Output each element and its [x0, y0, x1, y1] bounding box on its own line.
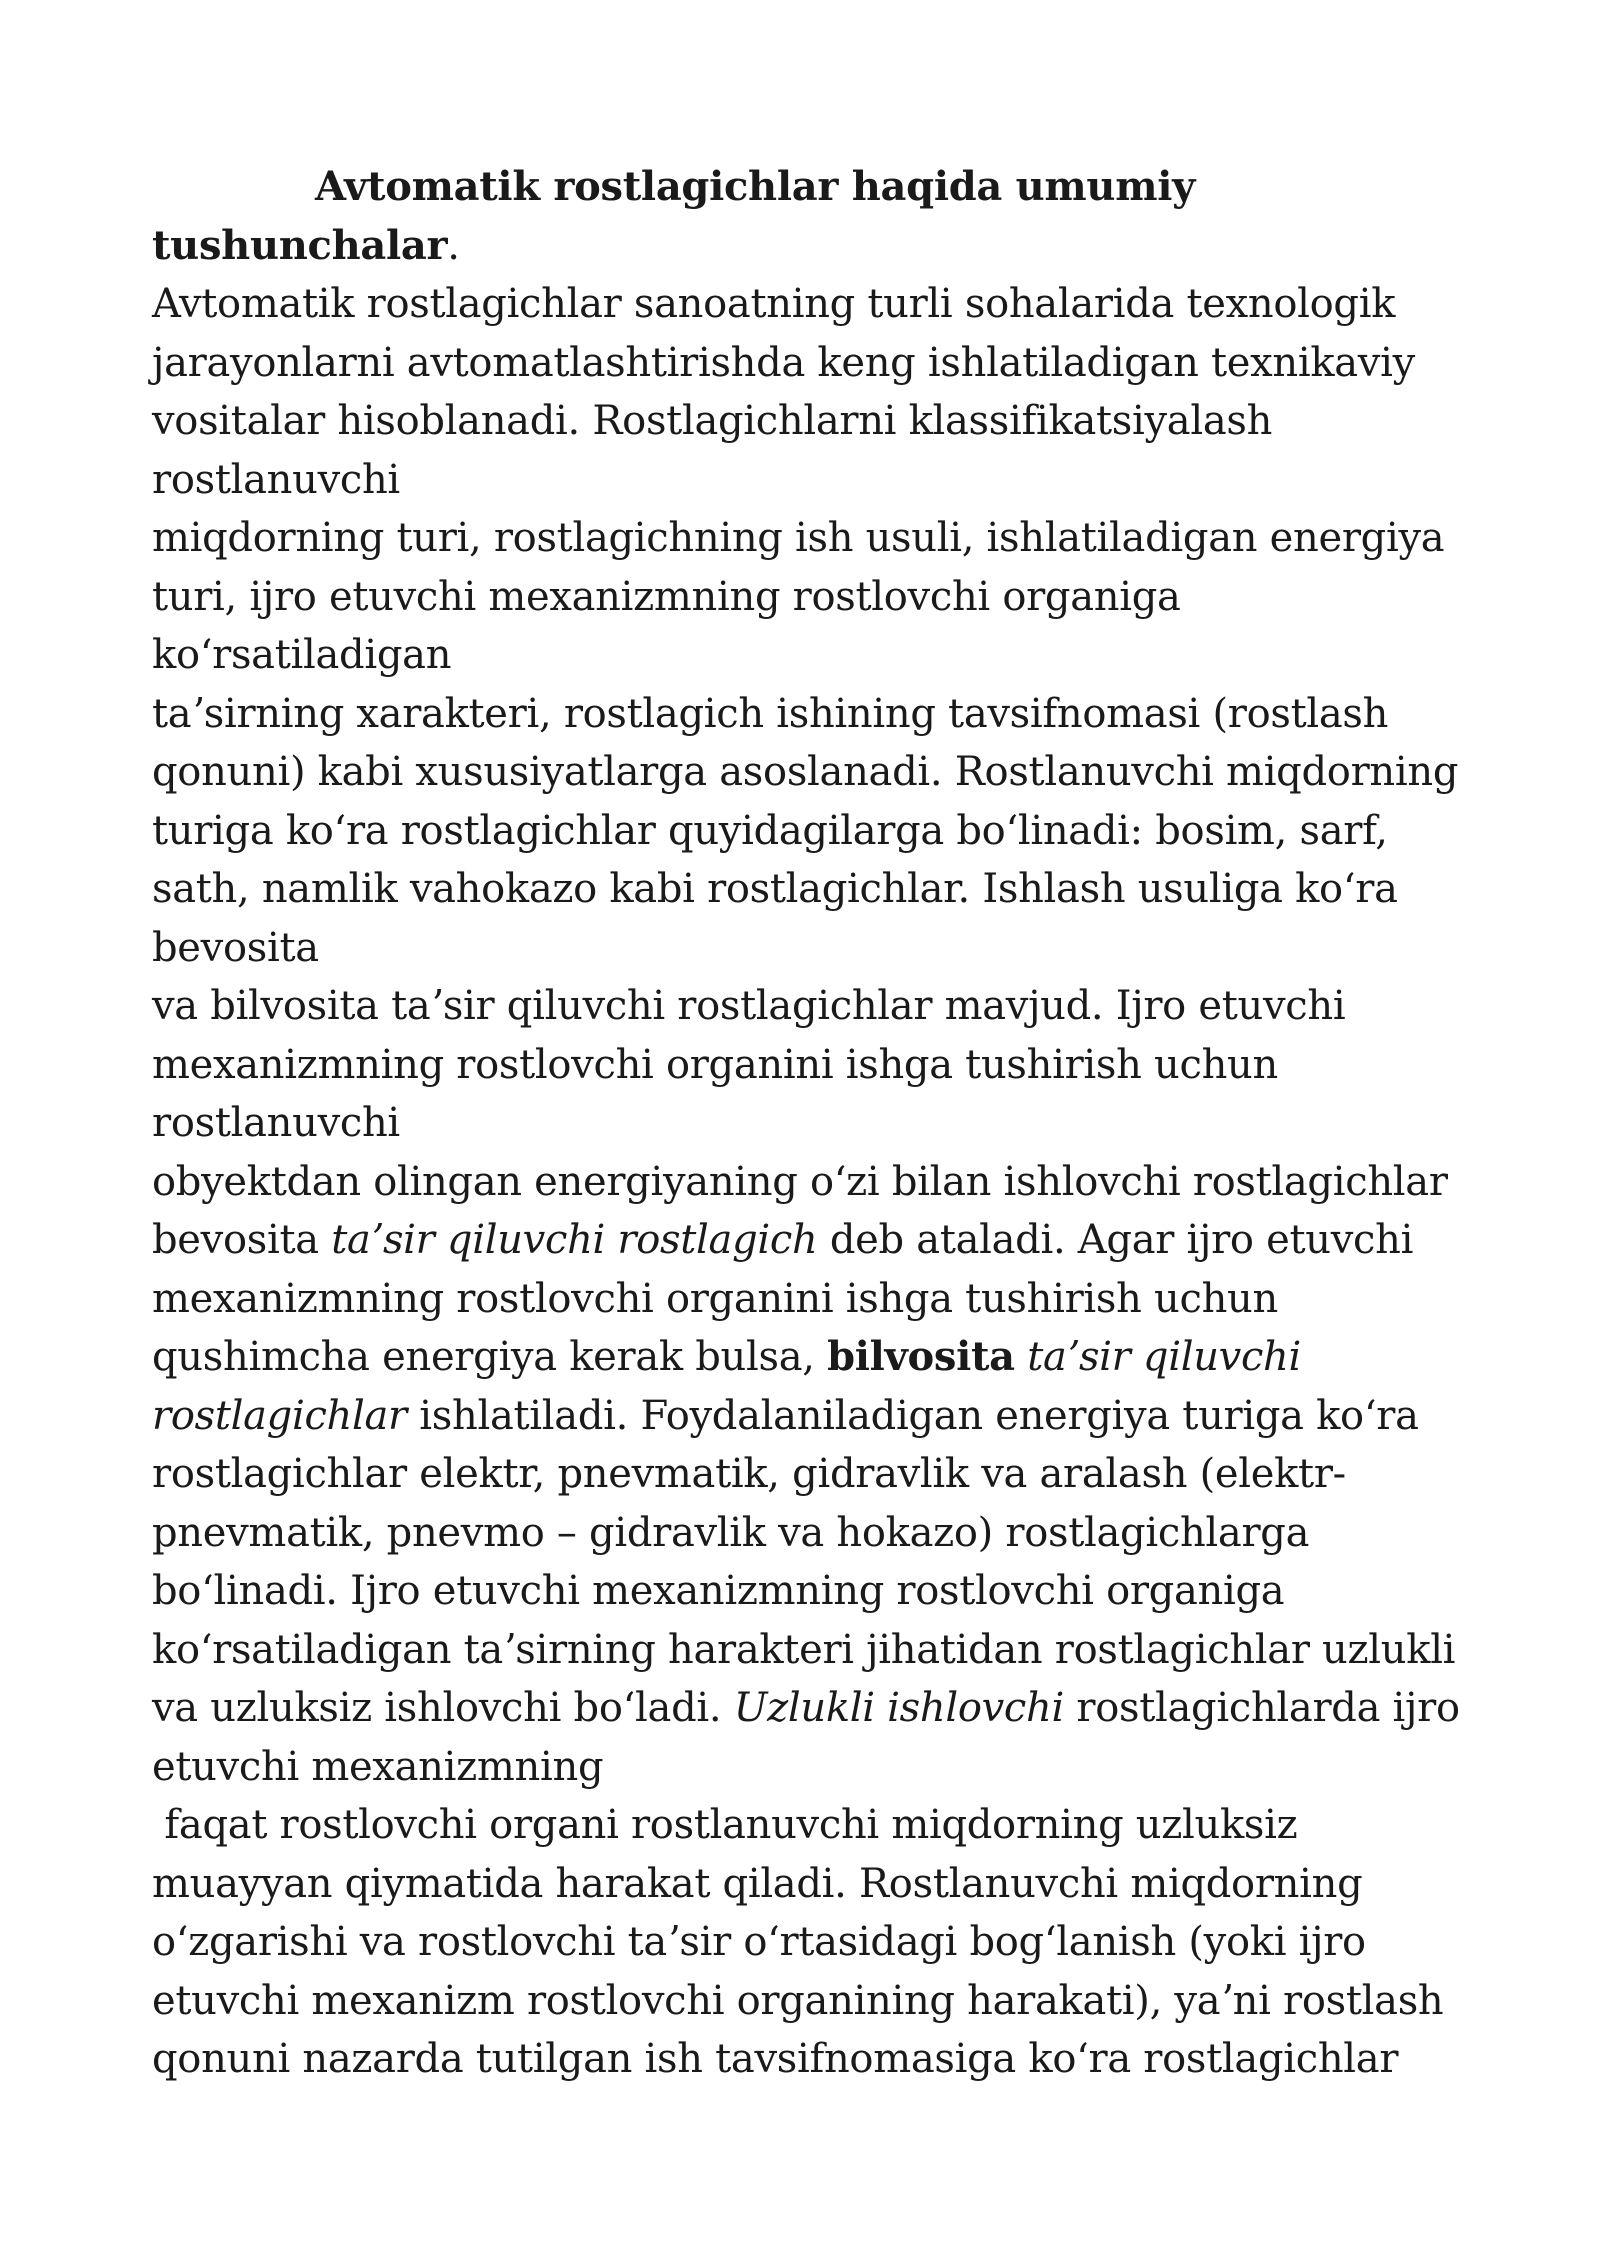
text-segment: koʻrsatiladigan taʼsirning harakteri jihatidan rostlagichlar uzlukli — [152, 1626, 1456, 1673]
body-text-line — [152, 802, 1512, 861]
text-segment: qushimcha energiya kerak bulsa, — [152, 1334, 828, 1380]
body-text-line — [152, 1796, 1512, 1855]
body-text-line — [152, 568, 1512, 627]
text-segment: jarayonlarni avtomatlashtirishda keng ishlatiladigan texnikaviy — [152, 339, 1415, 386]
body-text-line — [152, 685, 1512, 744]
text-segment: va bilvosita taʼsir qiluvchi rostlagichlar mavjud. Ijro etuvchi — [152, 983, 1346, 1029]
text-segment: rostlagichlarda ijro — [1064, 1685, 1460, 1731]
text-segment: ishlatiladi. Foydalaniladigan energiya turiga koʻra — [406, 1392, 1419, 1439]
body-text-line — [152, 275, 1512, 334]
text-segment: mexanizmning rostlovchi organini ishga tushirish uchun — [152, 1041, 1278, 1088]
body-text-line — [152, 1504, 1512, 1563]
text-segment: rostlanuvchi — [152, 1100, 400, 1146]
text-segment: muayyan qiymatida harakat qiladi. Rostlanuvchi miqdorning — [152, 1860, 1363, 1907]
document-title-period: . — [447, 222, 460, 269]
text-segment: pnevmatik, pnevmo – gidravlik va hokazo) rostlagichlarga — [152, 1509, 1310, 1556]
italic-text-segment: taʼsir qiluvchi — [1014, 1334, 1302, 1380]
body-text-line — [152, 1153, 1512, 1212]
text-segment: va uzluksiz ishlovchi boʻladi. — [152, 1685, 734, 1731]
document-body — [152, 158, 1512, 2089]
body-text-line — [152, 1913, 1512, 1972]
body-text-line — [152, 1270, 1512, 1329]
body-lines — [152, 275, 1512, 2089]
body-text-line — [152, 1562, 1512, 1621]
text-segment: sath, namlik vahokazo kabi rostlagichlar. Ishlash usuliga koʻra — [152, 866, 1398, 912]
text-segment: etuvchi mexanizm rostlovchi organining harakati), yaʼni rostlash — [152, 1977, 1444, 2024]
document-title-bold: tushunchalar — [152, 221, 448, 269]
text-segment: obyektdan olingan energiyaning oʻzi bilan ishlovchi rostlagichlar — [152, 1158, 1448, 1205]
text-segment: oʻzgarishi va rostlovchi taʼsir oʻrtasidagi bogʻlanish (yoki ijro — [152, 1919, 1366, 1965]
text-segment: mexanizmning rostlovchi organini ishga tushirish uchun — [152, 1275, 1278, 1322]
body-text-line — [152, 1094, 1512, 1153]
text-segment: bevosita — [152, 1217, 332, 1263]
text-segment: taʼsirning xarakteri, rostlagich ishining tavsifnomasi (rostlash — [152, 690, 1389, 737]
body-text-line — [152, 334, 1512, 393]
italic-text-segment: taʼsir qiluvchi rostlagich — [331, 1217, 818, 1263]
text-segment: miqdorning turi, rostlagichning ish usuli, ishlatiladigan energiya — [152, 515, 1445, 561]
body-text-line — [152, 1445, 1512, 1504]
bold-text-segment: bilvosita — [827, 1333, 1015, 1380]
text-segment: qonuni) kabi xususiyatlarga asoslanadi. Rostlanuvchi miqdorning — [152, 749, 1459, 795]
body-text-line — [152, 1328, 1512, 1387]
text-segment: turi, ijro etuvchi mexanizmning rostlovchi organiga — [152, 573, 1181, 620]
body-text-line — [152, 1855, 1512, 1914]
text-segment: qonuni nazarda tutilgan ish tavsifnomasiga koʻra rostlagichlar — [152, 2036, 1399, 2082]
body-text-line — [152, 743, 1512, 802]
text-segment: rostlagichlar elektr, pnevmatik, gidravlik va aralash (elektr- — [152, 1451, 1346, 1497]
document-title-line-2 — [152, 217, 1512, 276]
body-text-line — [152, 1621, 1512, 1680]
italic-text-segment: rostlagichlar — [152, 1392, 407, 1439]
document-title-line-1: Avtomatik rostlagichlar haqida umumiy — [315, 163, 1196, 210]
text-segment: deb ataladi. Agar ijro etuvchi — [817, 1217, 1414, 1263]
text-segment: faqat rostlovchi organi rostlanuvchi miqdorning uzluksiz — [152, 1802, 1298, 1848]
text-segment: Avtomatik rostlagichlar sanoatning turli sohalarida texnologik — [152, 281, 1396, 327]
text-segment: boʻlinadi. Ijro etuvchi mexanizmning rostlovchi organiga — [152, 1568, 1285, 1614]
text-segment: etuvchi mexanizmning — [152, 1743, 604, 1790]
body-text-line — [152, 392, 1512, 451]
body-text-line — [152, 1972, 1512, 2031]
body-text-line — [152, 2030, 1512, 2089]
italic-text-segment: Uzlukli ishlovchi — [733, 1685, 1064, 1731]
body-text-line — [152, 1679, 1512, 1738]
text-segment: rostlanuvchi — [152, 456, 400, 503]
body-text-line — [152, 977, 1512, 1036]
body-text-line — [152, 509, 1512, 568]
body-text-line — [152, 1036, 1512, 1095]
body-text-line — [152, 860, 1512, 919]
text-segment: bevosita — [152, 924, 319, 971]
body-text-line — [152, 1211, 1512, 1270]
text-segment: turiga koʻra rostlagichlar quyidagilarga boʻlinadi: bosim, sarf, — [152, 807, 1388, 854]
text-segment: vositalar hisoblanadi. Rostlagichlarni klassifikatsiyalash — [152, 398, 1273, 444]
body-text-line — [152, 1738, 1512, 1797]
body-text-line — [152, 1387, 1512, 1446]
text-segment: koʻrsatiladigan — [152, 632, 452, 678]
body-text-line — [152, 626, 1512, 685]
body-text-line — [152, 919, 1512, 978]
body-text-line — [152, 451, 1512, 510]
